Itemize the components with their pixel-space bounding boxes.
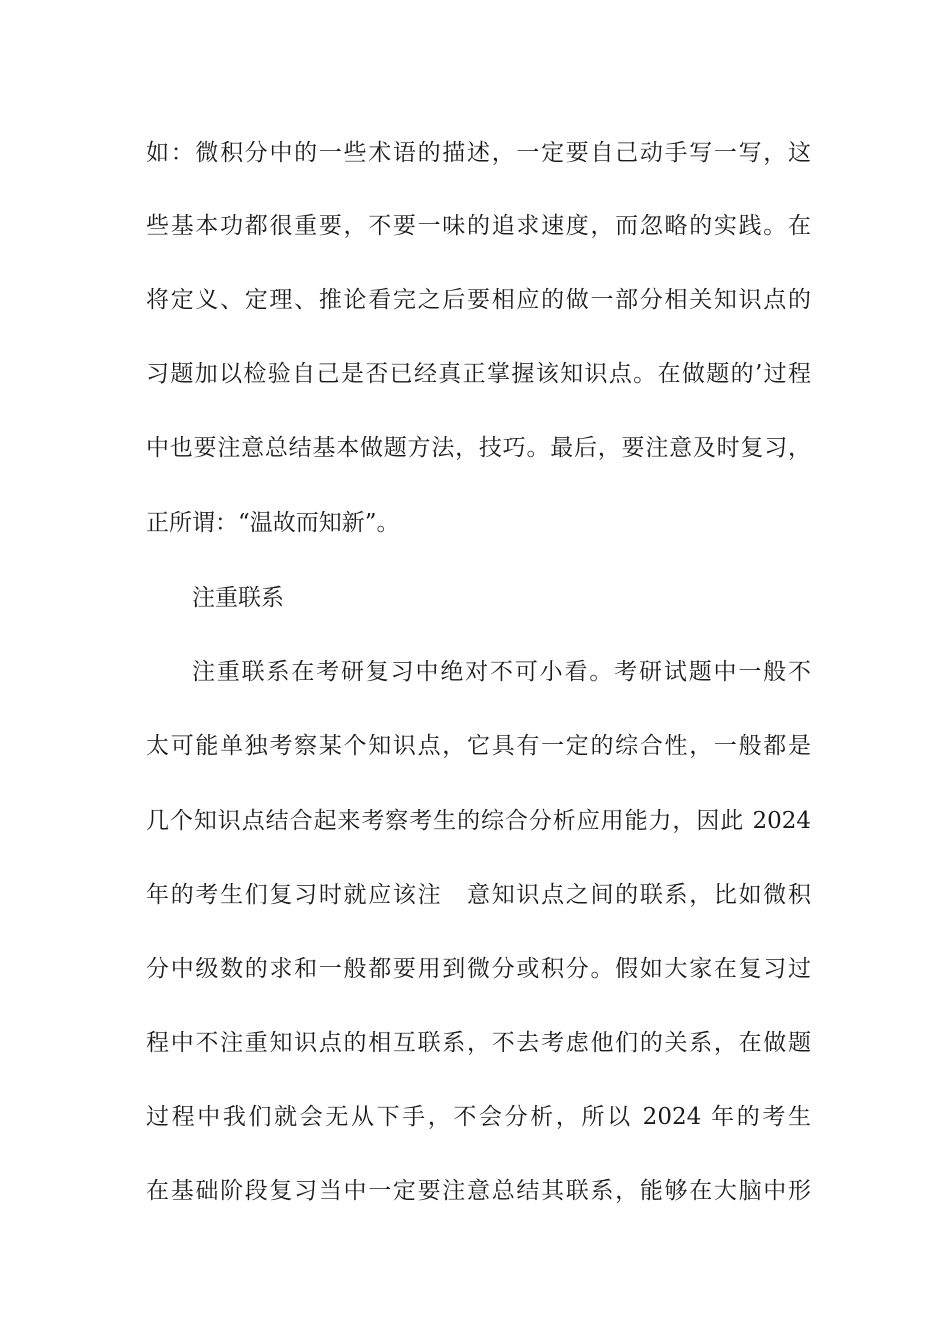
- paragraph-line: 在基础阶段复习当中一定要注意总结其联系，能够在大脑中形: [146, 1178, 811, 1204]
- paragraph-line: 中也要注意总结基本做题方法，技巧。最后，要注意及时复习，: [146, 435, 811, 461]
- paragraph-line: 注重联系在考研复习中绝对不可小看。考研试题中一般不: [192, 659, 811, 685]
- paragraph-line: 太可能单独考察某个知识点，它具有一定的综合性，一般都是: [146, 733, 811, 759]
- paragraph-line: 年的考生们复习时就应该注 意知识点之间的联系，比如微积: [146, 882, 811, 908]
- paragraph-line: 如：微积分中的一些术语的描述，一定要自己动手写一写，这: [146, 140, 811, 166]
- paragraph-line: 正所谓：“温故而知新”。: [146, 510, 400, 536]
- paragraph-line: 习题加以检验自己是否已经真正掌握该知识点。在做题的’过程: [146, 361, 811, 387]
- paragraph-line: 些基本功都很重要，不要一味的追求速度，而忽略的实践。在: [146, 213, 811, 239]
- paragraph-line: 过程中我们就会无从下手，不会分析，所以 2024 年的考生: [146, 1104, 811, 1130]
- paragraph-line: 将定义、定理、推论看完之后要相应的做一部分相关知识点的: [146, 287, 811, 313]
- paragraph-line: 几个知识点结合起来考察考生的综合分析应用能力，因此 2024: [146, 808, 811, 834]
- paragraph-line: 分中级数的求和一般都要用到微分或积分。假如大家在复习过: [146, 956, 811, 982]
- paragraph-line: 程中不注重知识点的相互联系，不去考虑他们的关系，在做题: [146, 1030, 811, 1056]
- section-heading: 注重联系: [192, 585, 284, 611]
